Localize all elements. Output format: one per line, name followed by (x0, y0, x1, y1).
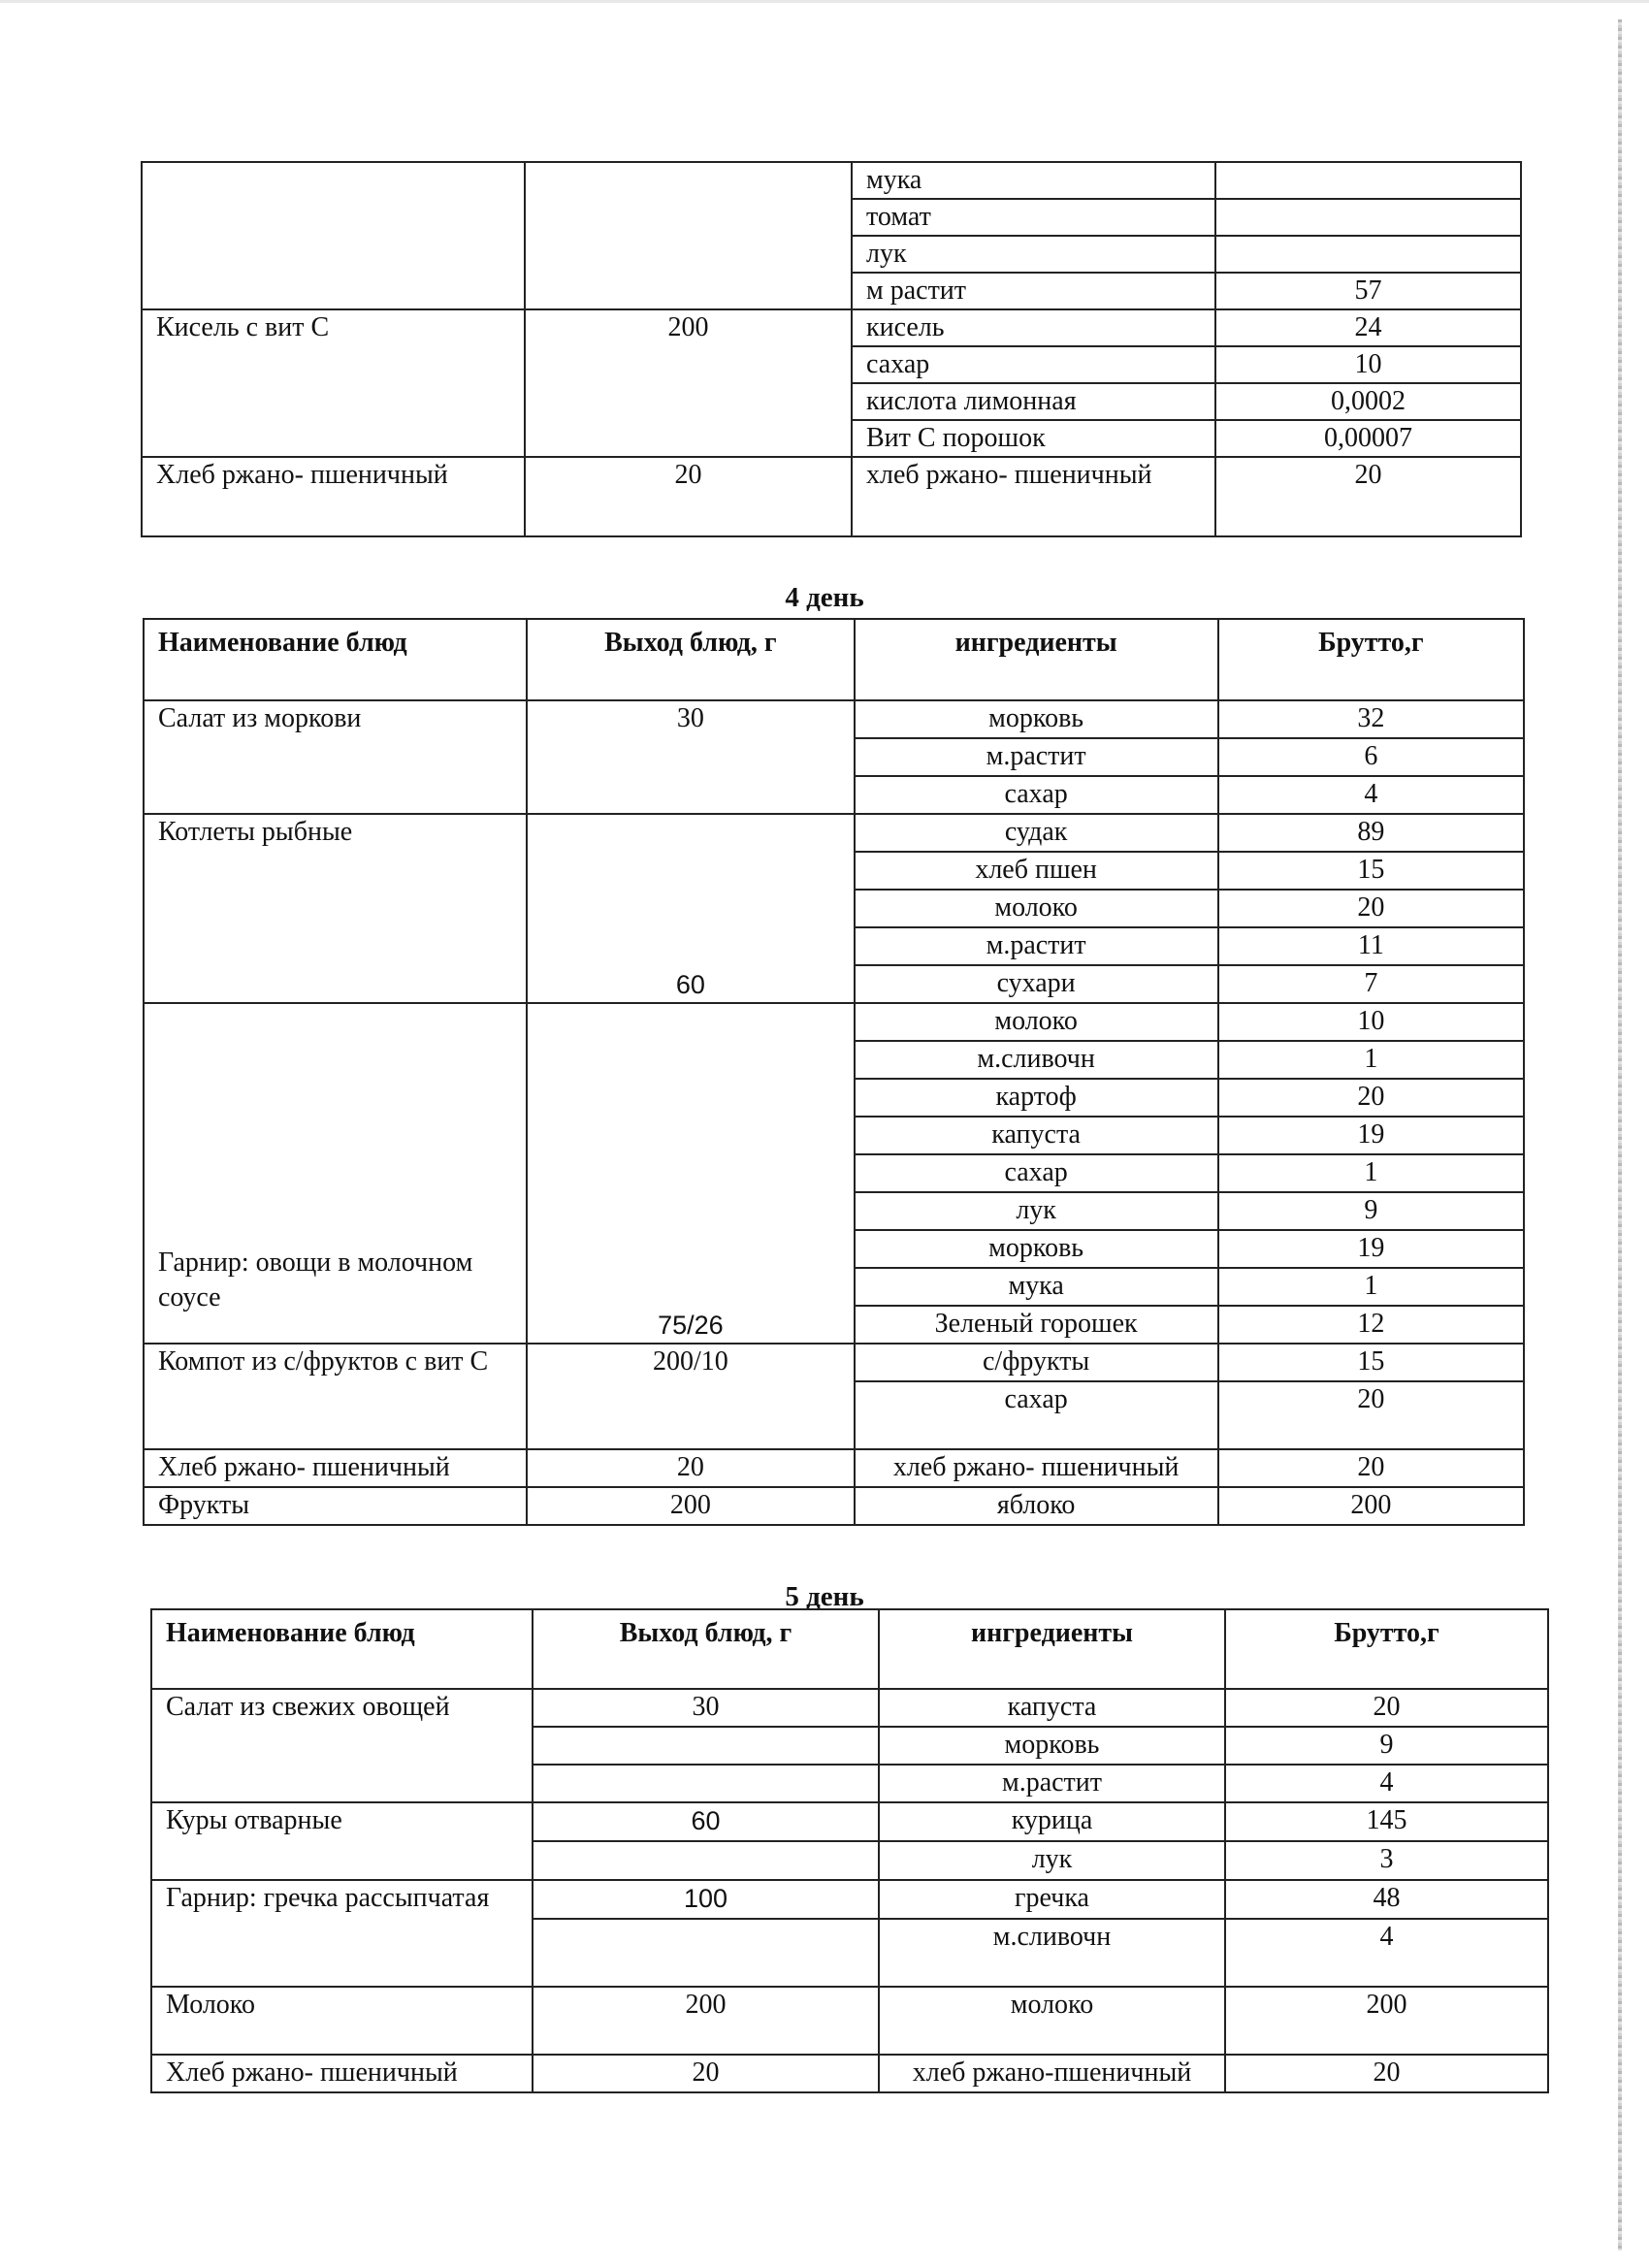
gross-cell: 9 (1218, 1192, 1524, 1230)
gross-cell (1215, 162, 1521, 199)
header-row (151, 1609, 1548, 1689)
dish-cell: Салат из свежих овощей (151, 1689, 533, 1802)
gross-cell: 15 (1218, 1344, 1524, 1381)
ingredient-cell: морковь (879, 1727, 1225, 1765)
ingredient-cell: мука (855, 1268, 1218, 1306)
gross-cell: 15 (1218, 852, 1524, 890)
header-gross: Брутто,г (1225, 1609, 1548, 1689)
yield-cell: 100 (533, 1880, 879, 1919)
ingredient-cell: томат (852, 199, 1215, 236)
ingredient-cell: м.растит (855, 738, 1218, 776)
ingredient-cell: капуста (879, 1689, 1225, 1727)
ingredient-cell: м.сливочн (855, 1041, 1218, 1079)
yield-cell (525, 162, 852, 309)
gross-cell: 11 (1218, 927, 1524, 965)
gross-cell: 4 (1218, 776, 1524, 814)
gross-cell: 32 (1218, 700, 1524, 738)
ingredient-cell: молоко (879, 1987, 1225, 2055)
gross-cell: 20 (1218, 1079, 1524, 1117)
gross-cell: 1 (1218, 1041, 1524, 1079)
ingredient-cell: м.сливочн (879, 1919, 1225, 1987)
ingredient-cell: картоф (855, 1079, 1218, 1117)
yield-cell-empty (533, 1765, 879, 1802)
gross-cell: 0,0002 (1215, 383, 1521, 420)
dish-cell: Хлеб ржано- пшеничный (144, 1449, 527, 1487)
gross-cell: 3 (1225, 1841, 1548, 1880)
header-yield: Выход блюд, г (533, 1609, 879, 1689)
gross-cell: 1 (1218, 1268, 1524, 1306)
yield-cell: 60 (527, 814, 854, 1003)
gross-cell: 12 (1218, 1306, 1524, 1344)
ingredient-cell: кислота лимонная (852, 383, 1215, 420)
gross-cell: 20 (1218, 890, 1524, 927)
yield-cell: 30 (533, 1689, 879, 1727)
ingredient-cell: молоко (855, 1003, 1218, 1041)
day5-table (150, 1608, 1549, 2093)
carryover-table (141, 161, 1522, 537)
ingredient-cell: хлеб ржано-пшеничный (879, 2055, 1225, 2092)
ingredient-cell: сахар (855, 776, 1218, 814)
ingredient-cell: кисель (852, 309, 1215, 346)
gross-cell: 19 (1218, 1117, 1524, 1154)
ingredient-cell: Вит С порошок (852, 420, 1215, 457)
ingredient-cell: морковь (855, 1230, 1218, 1268)
dish-cell: Гарнир: гречка рассыпчатая (151, 1880, 533, 1987)
header-dish-name: Наименование блюд (151, 1609, 533, 1689)
ingredient-cell: сухари (855, 965, 1218, 1003)
ingredient-cell: с/фрукты (855, 1344, 1218, 1381)
gross-cell: 145 (1225, 1802, 1548, 1841)
ingredient-cell: лук (855, 1192, 1218, 1230)
gross-cell: 10 (1215, 346, 1521, 383)
gross-cell: 1 (1218, 1154, 1524, 1192)
gross-cell: 20 (1225, 1689, 1548, 1727)
dish-cell: Молоко (151, 1987, 533, 2055)
ingredient-cell: сахар (855, 1154, 1218, 1192)
ingredient-cell: курица (879, 1802, 1225, 1841)
ingredient-cell: м.растит (879, 1765, 1225, 1802)
gross-cell: 200 (1218, 1487, 1524, 1525)
gross-cell: 20 (1218, 1381, 1524, 1449)
gross-cell: 9 (1225, 1727, 1548, 1765)
ingredient-cell: лук (879, 1841, 1225, 1880)
header-ingredients: ингредиенты (879, 1609, 1225, 1689)
dish-cell: Салат из моркови (144, 700, 527, 814)
gross-cell: 57 (1215, 273, 1521, 309)
gross-cell (1215, 236, 1521, 273)
yield-cell: 200/10 (527, 1344, 854, 1449)
gross-cell: 20 (1225, 2055, 1548, 2092)
ingredient-cell: хлеб пшен (855, 852, 1218, 890)
gross-cell: 19 (1218, 1230, 1524, 1268)
ingredient-cell: капуста (855, 1117, 1218, 1154)
yield-cell: 200 (525, 309, 852, 457)
ingredient-cell: хлеб ржано- пшеничный (855, 1449, 1218, 1487)
yield-cell: 60 (533, 1802, 879, 1841)
day4-table (143, 618, 1525, 1526)
header-dish-name: Наименование блюд (144, 619, 527, 700)
gross-cell: 4 (1225, 1919, 1548, 1987)
header-row (144, 619, 1524, 700)
gross-cell: 89 (1218, 814, 1524, 852)
ingredient-cell: яблоко (855, 1487, 1218, 1525)
dish-cell: Компот из с/фруктов с вит С (144, 1344, 527, 1449)
dish-cell: Фрукты (144, 1487, 527, 1525)
dish-cell: Куры отварные (151, 1802, 533, 1880)
ingredient-cell: хлеб ржано- пшеничный (852, 457, 1215, 536)
yield-cell: 75/26 (527, 1003, 854, 1344)
dish-cell: Хлеб ржано- пшеничный (142, 457, 525, 536)
day5-title: 5 день (785, 1581, 864, 1612)
dish-cell: Хлеб ржано- пшеничный (151, 2055, 533, 2092)
ingredient-cell: лук (852, 236, 1215, 273)
yield-cell-empty (533, 1919, 879, 1987)
gross-cell: 0,00007 (1215, 420, 1521, 457)
dish-cell: Кисель с вит С (142, 309, 525, 457)
gross-cell: 6 (1218, 738, 1524, 776)
ingredient-cell: м.растит (855, 927, 1218, 965)
gross-cell: 20 (1215, 457, 1521, 536)
gross-cell: 20 (1218, 1449, 1524, 1487)
header-gross: Брутто,г (1218, 619, 1524, 700)
yield-cell: 20 (525, 457, 852, 536)
gross-cell: 24 (1215, 309, 1521, 346)
yield-cell: 30 (527, 700, 854, 814)
gross-cell: 4 (1225, 1765, 1548, 1802)
scan-right-edge (1618, 19, 1622, 2251)
gross-cell (1215, 199, 1521, 236)
scan-top-edge (0, 0, 1649, 3)
ingredient-cell: мука (852, 162, 1215, 199)
ingredient-cell: сахар (855, 1381, 1218, 1449)
ingredient-cell: м растит (852, 273, 1215, 309)
yield-cell-empty (533, 1841, 879, 1880)
gross-cell: 48 (1225, 1880, 1548, 1919)
gross-cell: 7 (1218, 965, 1524, 1003)
ingredient-cell: морковь (855, 700, 1218, 738)
ingredient-cell: Зеленый горошек (855, 1306, 1218, 1344)
yield-cell: 200 (533, 1987, 879, 2055)
day4-title: 4 день (785, 582, 864, 613)
ingredient-cell: сахар (852, 346, 1215, 383)
dish-cell: Гарнир: овощи в молочном соусе (144, 1003, 527, 1344)
yield-cell-empty (533, 1727, 879, 1765)
yield-cell: 200 (527, 1487, 854, 1525)
gross-cell: 10 (1218, 1003, 1524, 1041)
ingredient-cell: молоко (855, 890, 1218, 927)
dish-cell: Котлеты рыбные (144, 814, 527, 1003)
dish-cell (142, 162, 525, 309)
ingredient-cell: гречка (879, 1880, 1225, 1919)
yield-cell: 20 (527, 1449, 854, 1487)
yield-cell: 20 (533, 2055, 879, 2092)
ingredient-cell: судак (855, 814, 1218, 852)
header-yield: Выход блюд, г (527, 619, 854, 700)
gross-cell: 200 (1225, 1987, 1548, 2055)
header-ingredients: ингредиенты (855, 619, 1218, 700)
